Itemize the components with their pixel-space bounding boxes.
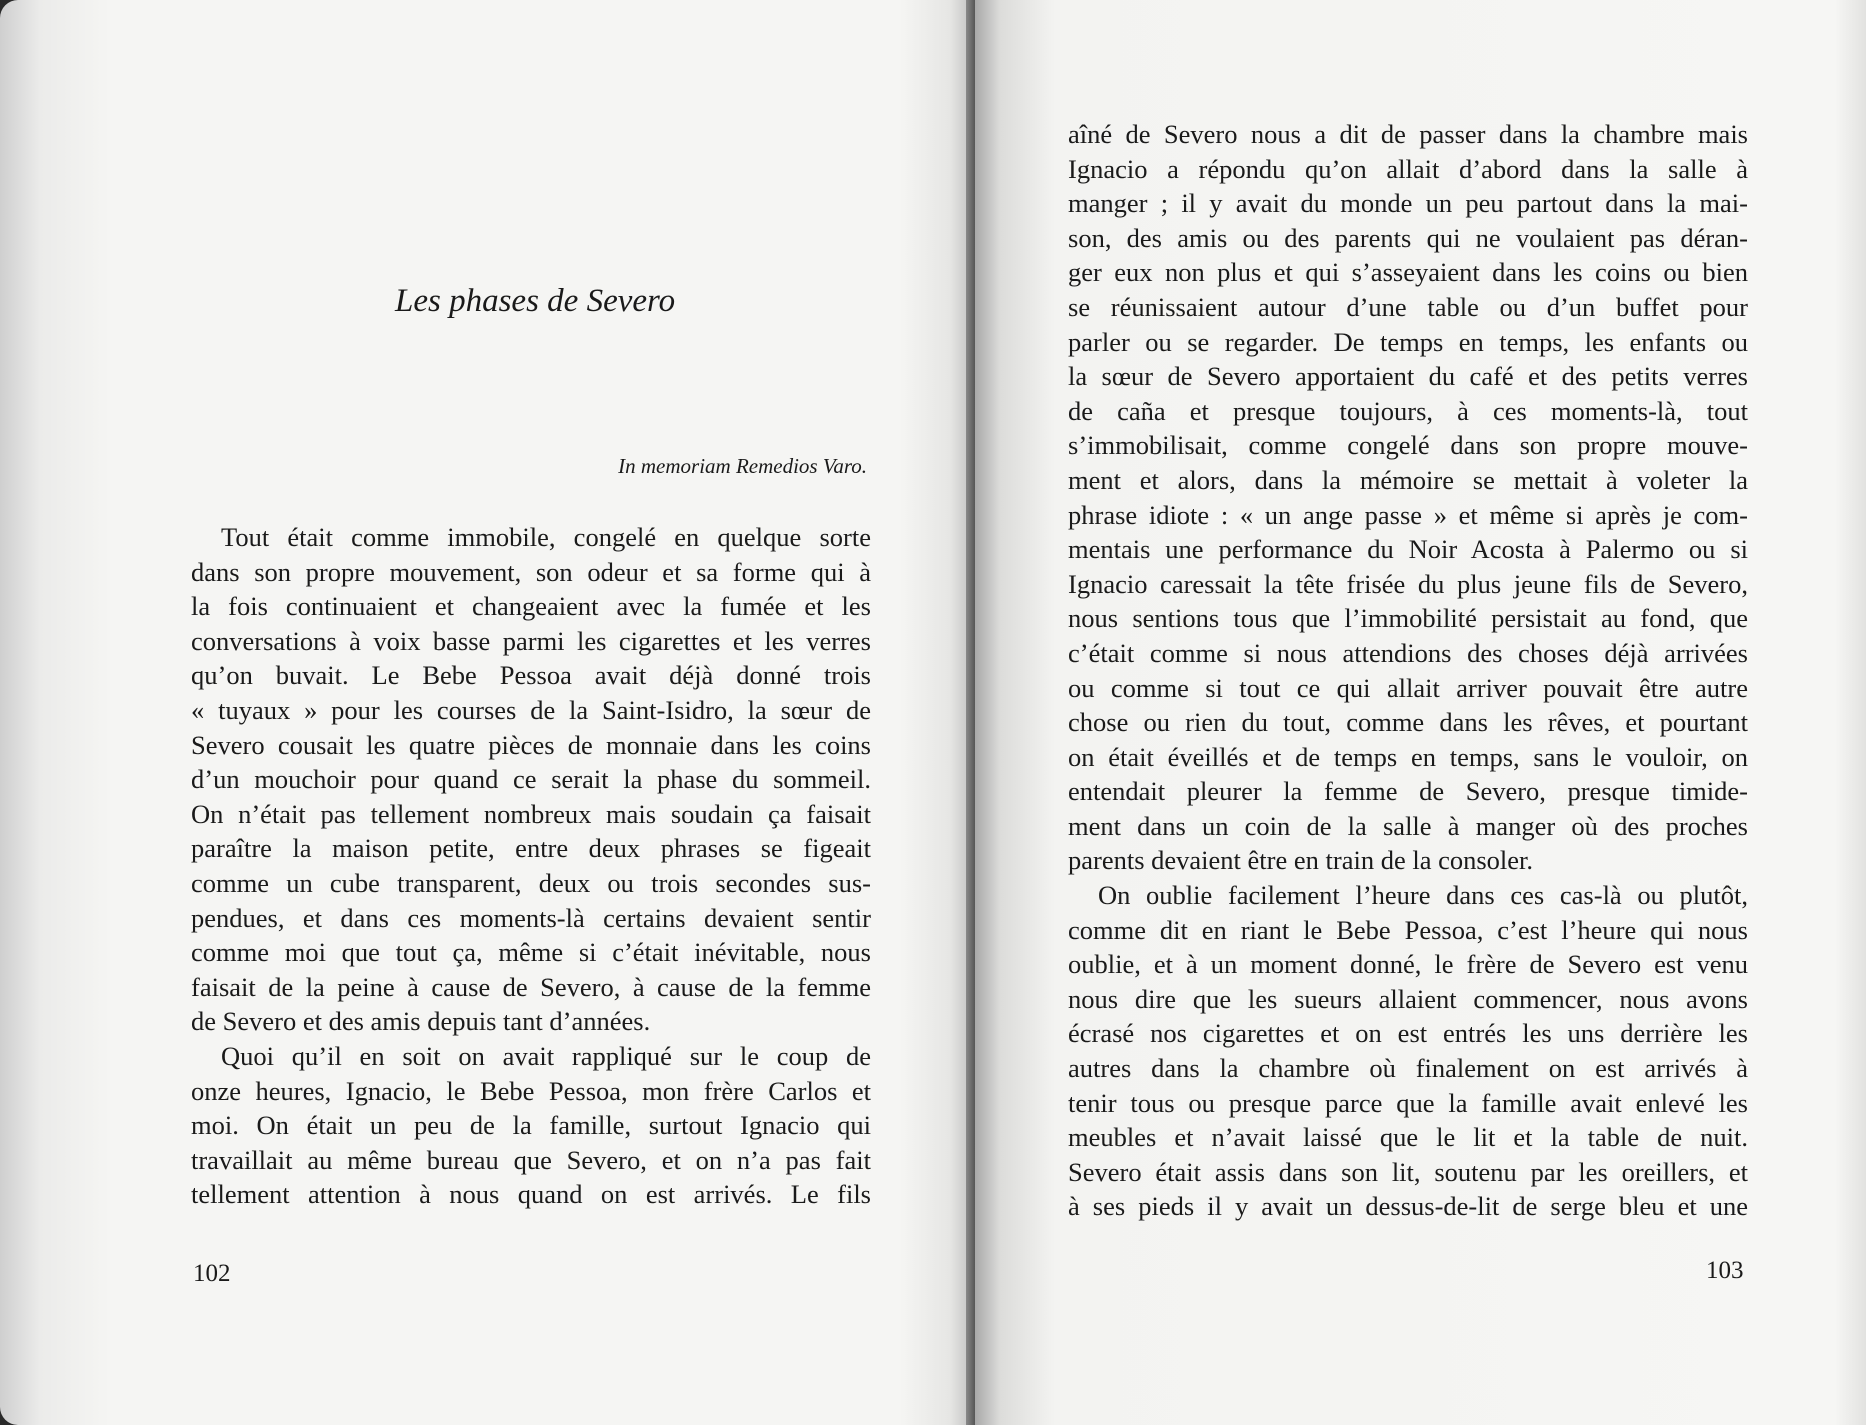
text-line: faisait de la peine à cause de Severo, à cause de la femme — [191, 971, 871, 1002]
text-line: la fois continuaient et changeaient avec la fumée et les — [191, 591, 871, 622]
text-line: ment dans un coin de la salle à manger où des proches — [1068, 810, 1748, 841]
text-line: onze heures, Ignacio, le Bebe Pessoa, mon frère Carlos et — [191, 1075, 871, 1106]
text-line: on était éveillés et de temps en temps, sans le vouloir, on — [1068, 741, 1748, 772]
text-line: parents devaient être en train de la consoler. — [1068, 845, 1534, 876]
text-line: parler ou se regarder. De temps en temps, les enfants ou — [1068, 326, 1748, 357]
text-line: se réunissaient autour d’une table ou d’un buffet pour — [1068, 291, 1748, 322]
text-line: meubles et n’avait laissé que le lit et la table de nuit. — [1068, 1122, 1748, 1153]
text-line: Ignacio caressait la tête frisée du plus jeune fils de Severo, — [1068, 568, 1748, 599]
text-line: nous dire que les sueurs allaient commencer, nous avons — [1068, 983, 1748, 1014]
text-line: comme un cube transparent, deux ou trois secondes sus- — [191, 867, 871, 898]
text-line: mentais une performance du Noir Acosta à Palermo ou si — [1068, 534, 1748, 565]
text-line: moi. On était un peu de la famille, surtout Ignacio qui — [191, 1110, 871, 1141]
text-line: conversations à voix basse parmi les cigarettes et les verres — [191, 625, 871, 656]
page-number-left: 102 — [193, 1260, 231, 1287]
text-line: Quoi qu’il en soit on avait rappliqué sur le coup de — [221, 1040, 871, 1071]
text-line: manger ; il y avait du monde un peu partout dans la mai- — [1068, 188, 1748, 219]
text-line: comme moi que tout ça, même si c’était inévitable, nous — [191, 937, 871, 968]
text-line: de Severo et des amis depuis tant d’années. — [191, 1006, 651, 1037]
text-line: phrase idiote : « un ange passe » et même si après je com- — [1068, 499, 1748, 530]
text-line: nous sentions tous que l’immobilité persistait au fond, que — [1068, 603, 1748, 634]
text-line: entendait pleurer la femme de Severo, presque timide- — [1068, 776, 1748, 807]
text-line: tellement attention à nous quand on est arrivés. Le fils — [191, 1179, 871, 1210]
text-line: Tout était comme immobile, congelé en quelque sorte — [221, 522, 871, 552]
text-line: c’était comme si nous attendions des choses déjà arrivées — [1068, 637, 1748, 668]
text-line: tenir tous ou presque parce que la famille avait enlevé les — [1068, 1087, 1748, 1118]
text-line: dans son propre mouvement, son odeur et sa forme qui à — [191, 556, 871, 587]
text-line: « tuyaux » pour les courses de la Saint-Isidro, la sœur de — [191, 694, 871, 725]
text-line: On n’était pas tellement nombreux mais soudain ça faisait — [191, 798, 871, 829]
text-line: pendues, et dans ces moments-là certains devaient sentir — [191, 902, 871, 933]
right-body-text — [1068, 117, 1748, 1224]
text-line: s’immobilisait, comme congelé dans son propre mouve- — [1068, 430, 1748, 461]
text-line: à ses pieds il y avait un dessus-de-lit de serge bleu et une — [1068, 1191, 1748, 1222]
dedication: In memoriam Remedios Varo. — [618, 454, 867, 478]
text-line: On oublie facilement l’heure dans ces cas-là ou plutôt, — [1098, 880, 1748, 911]
left-body-text — [191, 520, 871, 1212]
text-line: comme dit en riant le Bebe Pessoa, c’est l’heure qui nous — [1068, 914, 1748, 945]
text-line: ment et alors, dans la mémoire se mettait à voleter la — [1068, 464, 1748, 495]
chapter-title: Les phases de Severo — [395, 283, 676, 319]
text-line: de caña et presque toujours, à ces moments-là, tout — [1068, 395, 1748, 426]
text-line: autres dans la chambre où finalement on est arrivés à — [1068, 1053, 1748, 1084]
right-page — [975, 0, 1866, 1425]
text-line: ger eux non plus et qui s’asseyaient dans les coins ou bien — [1068, 257, 1748, 288]
text-line: ou comme si tout ce qui allait arriver pouvait être autre — [1068, 672, 1748, 703]
text-line: aîné de Severo nous a dit de passer dans la chambre mais — [1068, 119, 1748, 149]
text-line: oublie, et à un moment donné, le frère de Severo est venu — [1068, 949, 1748, 980]
text-line: son, des amis ou des parents qui ne voulaient pas déran- — [1068, 222, 1748, 253]
text-line: qu’on buvait. Le Bebe Pessoa avait déjà donné trois — [191, 660, 871, 691]
page-number-right: 103 — [1706, 1257, 1744, 1284]
text-line: paraître la maison petite, entre deux phrases se figeait — [191, 833, 871, 864]
text-line: d’un mouchoir pour quand ce serait la phase du sommeil. — [191, 764, 871, 795]
text-line: chose ou rien du tout, comme dans les rêves, et pourtant — [1068, 707, 1748, 738]
text-line: écrasé nos cigarettes et on est entrés les uns derrière les — [1068, 1018, 1748, 1049]
text-line: travaillait au même bureau que Severo, et on n’a pas fait — [191, 1144, 871, 1175]
text-line: Severo cousait les quatre pièces de monnaie dans les coins — [191, 729, 871, 760]
text-line: Severo était assis dans son lit, soutenu par les oreillers, et — [1068, 1156, 1748, 1187]
text-line: Ignacio a répondu qu’on allait d’abord dans la salle à — [1068, 153, 1748, 184]
text-line: la sœur de Severo apportaient du café et des petits verres — [1068, 361, 1748, 392]
